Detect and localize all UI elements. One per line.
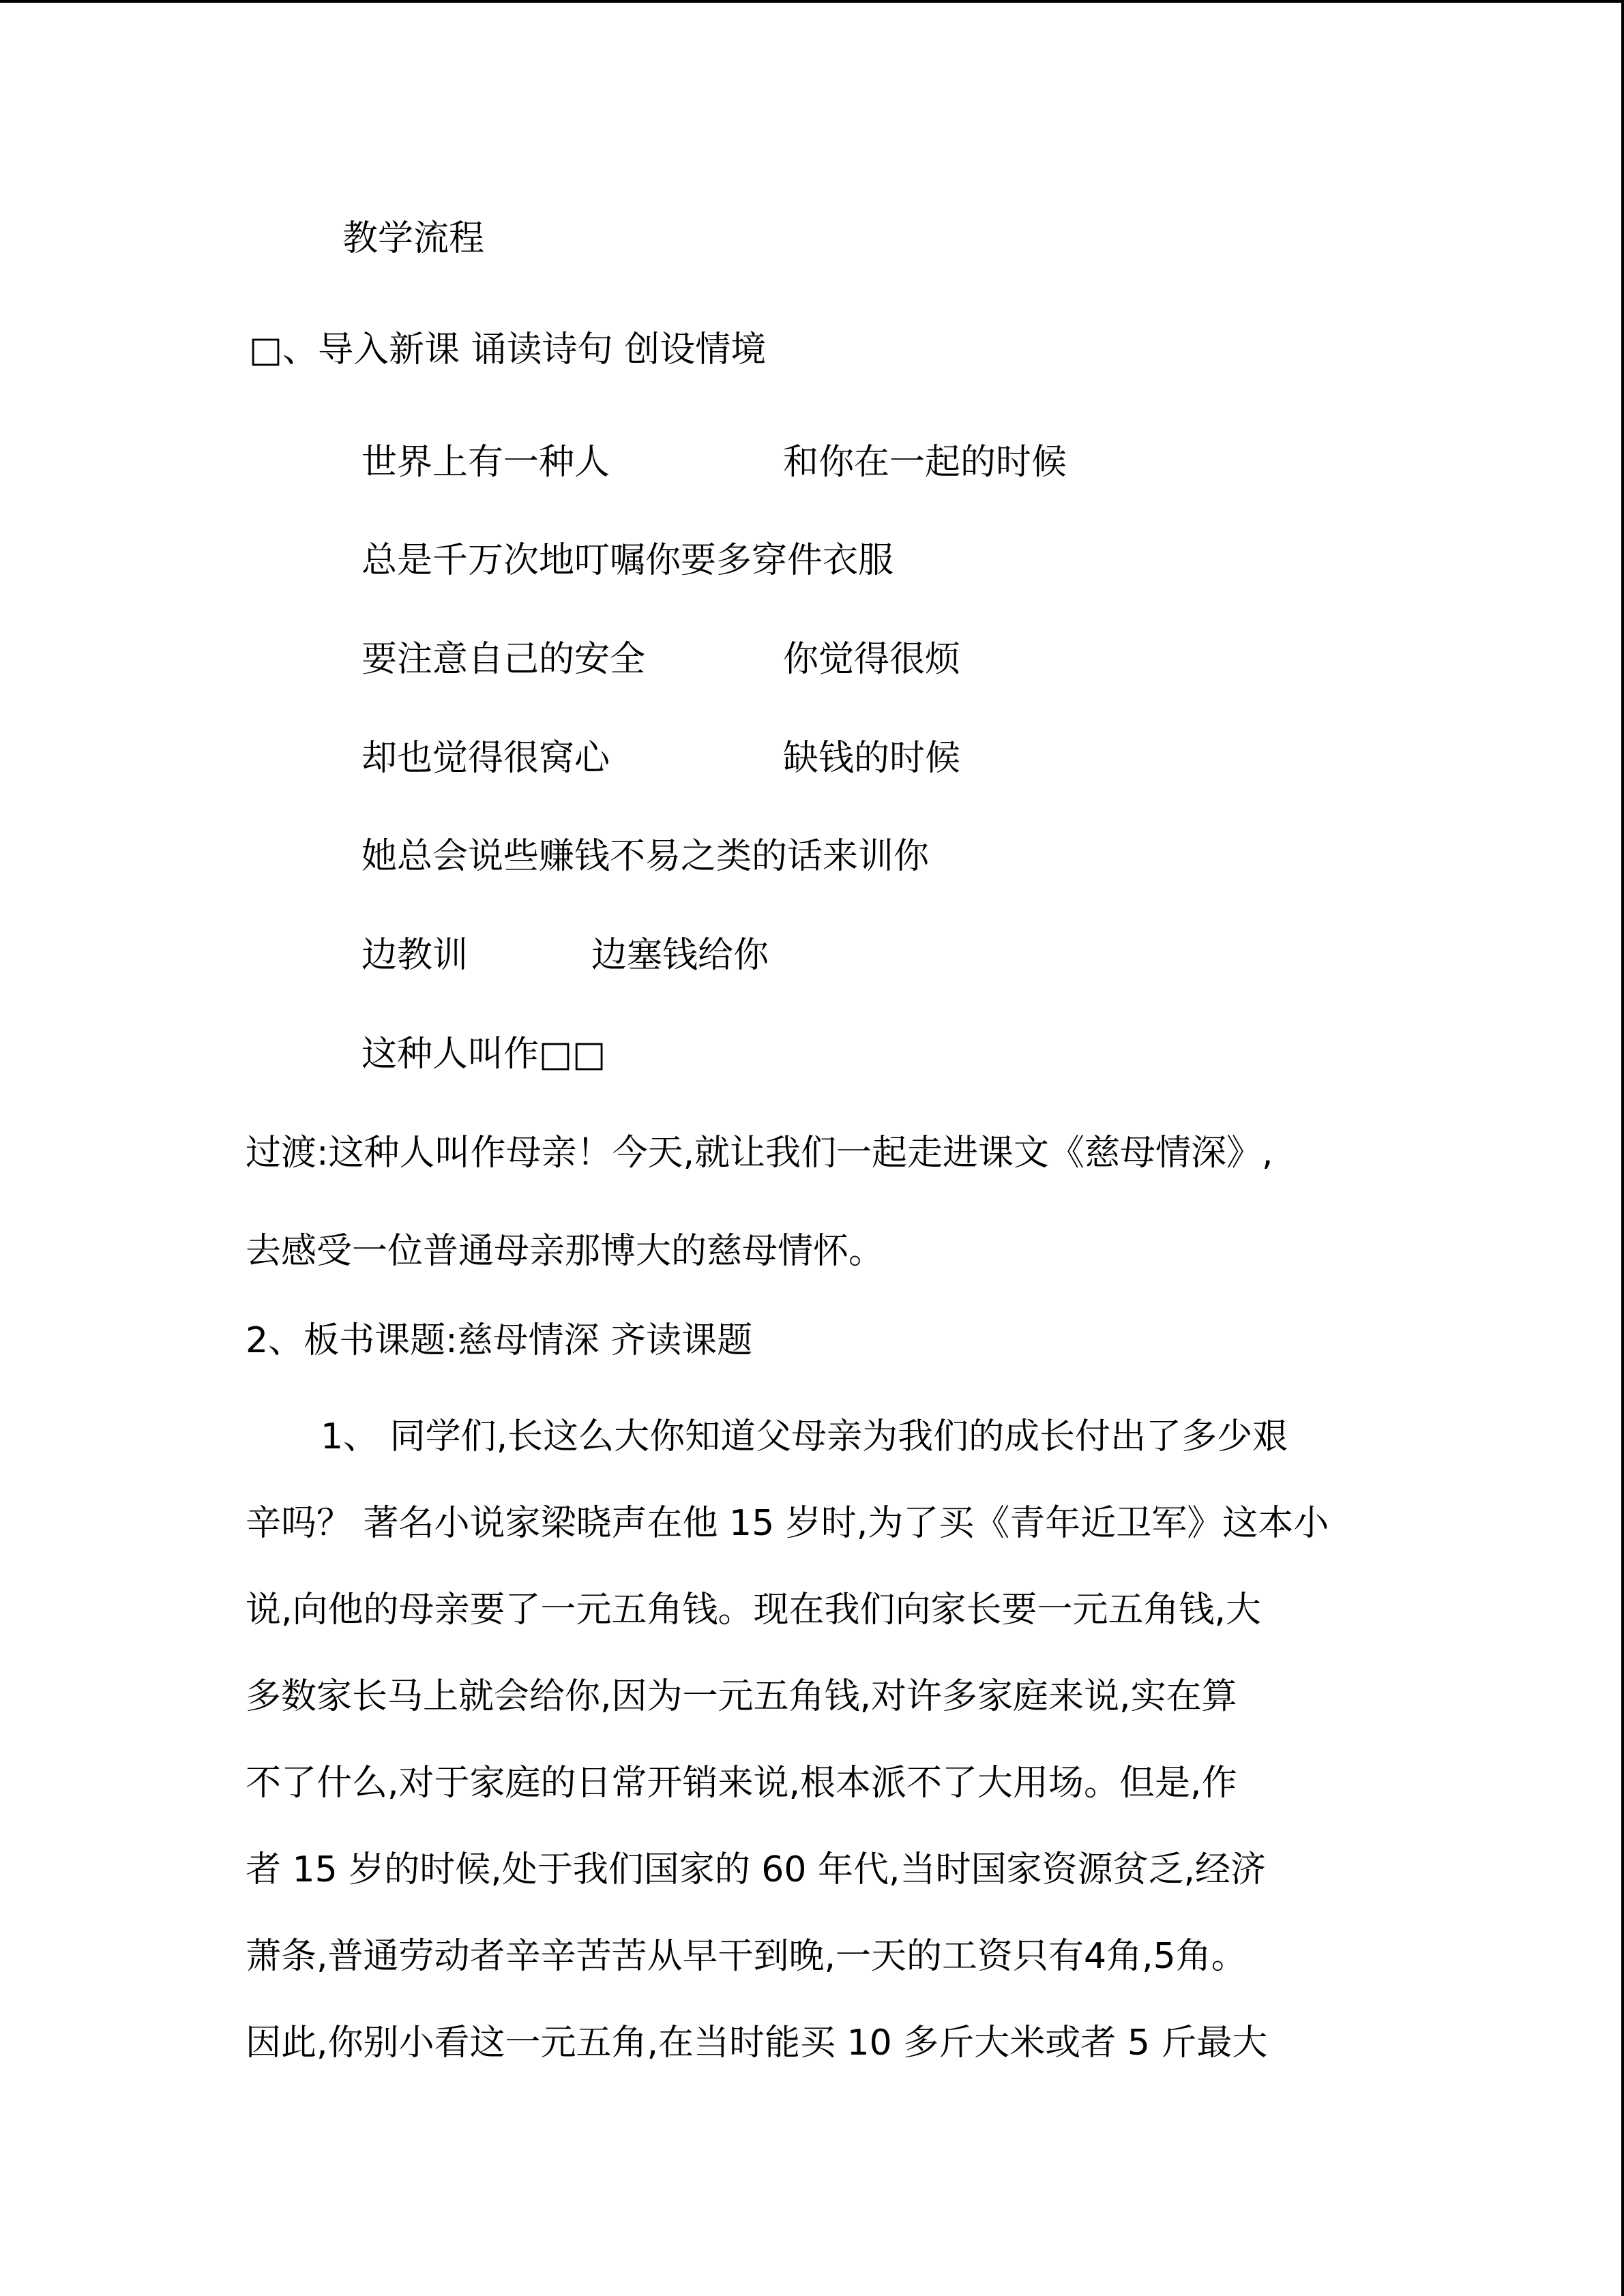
poem-line-6-right: 边塞钱给你: [591, 935, 769, 976]
transition-line-2: 去感受一位普通母亲那博大的慈母情怀。: [246, 1231, 885, 1272]
poem-line-4-left: 却也觉得很窝心: [361, 738, 610, 779]
poem-line-2-left: 总是千万次地叮嘱你要多穿件衣服: [361, 540, 894, 581]
body-line-3: 说,向他的母亲要了一元五角钱。现在我们向家长要一元五角钱,大: [246, 1590, 1262, 1630]
poem-line-6-left: 边教训: [361, 935, 469, 976]
heading: 教学流程: [342, 218, 485, 259]
right-border-line: [1621, 0, 1624, 2296]
transition-line-1: 过渡:这种人叫作母亲！今天,就让我们一起走进课文《慈母情深》,: [246, 1133, 1273, 1174]
body-line-7: 萧条,普通劳动者辛辛苦苦从早干到晚,一天的工资只有4角,5角。: [246, 1936, 1247, 1977]
body-line-2: 辛吗？ 著名小说家梁晓声在他 15 岁时,为了买《青年近卫军》这本小: [246, 1503, 1329, 1544]
body-line-6: 者 15 岁的时候,处于我们国家的 60 年代,当时国家资源贫乏,经济: [246, 1849, 1267, 1890]
body-line-5: 不了什么,对于家庭的日常开销来说,根本派不了大用场。但是,作: [246, 1763, 1237, 1804]
poem-line-5-left: 她总会说些赚钱不易之类的话来训你: [361, 836, 930, 877]
poem-line-4-right: 缺钱的时候: [783, 738, 961, 779]
section-1-title: □、导入新课 诵读诗句 创设情境: [249, 329, 767, 370]
poem-line-3-left: 要注意自己的安全: [361, 639, 646, 680]
poem-line-1-left: 世界上有一种人: [361, 442, 610, 483]
body-line-4: 多数家长马上就会给你,因为一元五角钱,对许多家庭来说,实在算: [246, 1676, 1237, 1717]
poem-line-3-right: 你觉得很烦: [783, 639, 961, 680]
poem-line-1-right: 和你在一起的时候: [783, 442, 1067, 483]
body-line-8: 因此,你别小看这一元五角,在当时能买 10 多斤大米或者 5 斤最大: [246, 2023, 1268, 2063]
poem-line-7-left: 这种人叫作□□: [361, 1034, 606, 1075]
body-line-1: 1、 同学们,长这么大你知道父母亲为我们的成长付出了多少艰: [321, 1416, 1288, 1457]
top-border-line: [0, 0, 1624, 3]
section-2-title: 2、板书课题:慈母情深 齐读课题: [246, 1320, 753, 1361]
